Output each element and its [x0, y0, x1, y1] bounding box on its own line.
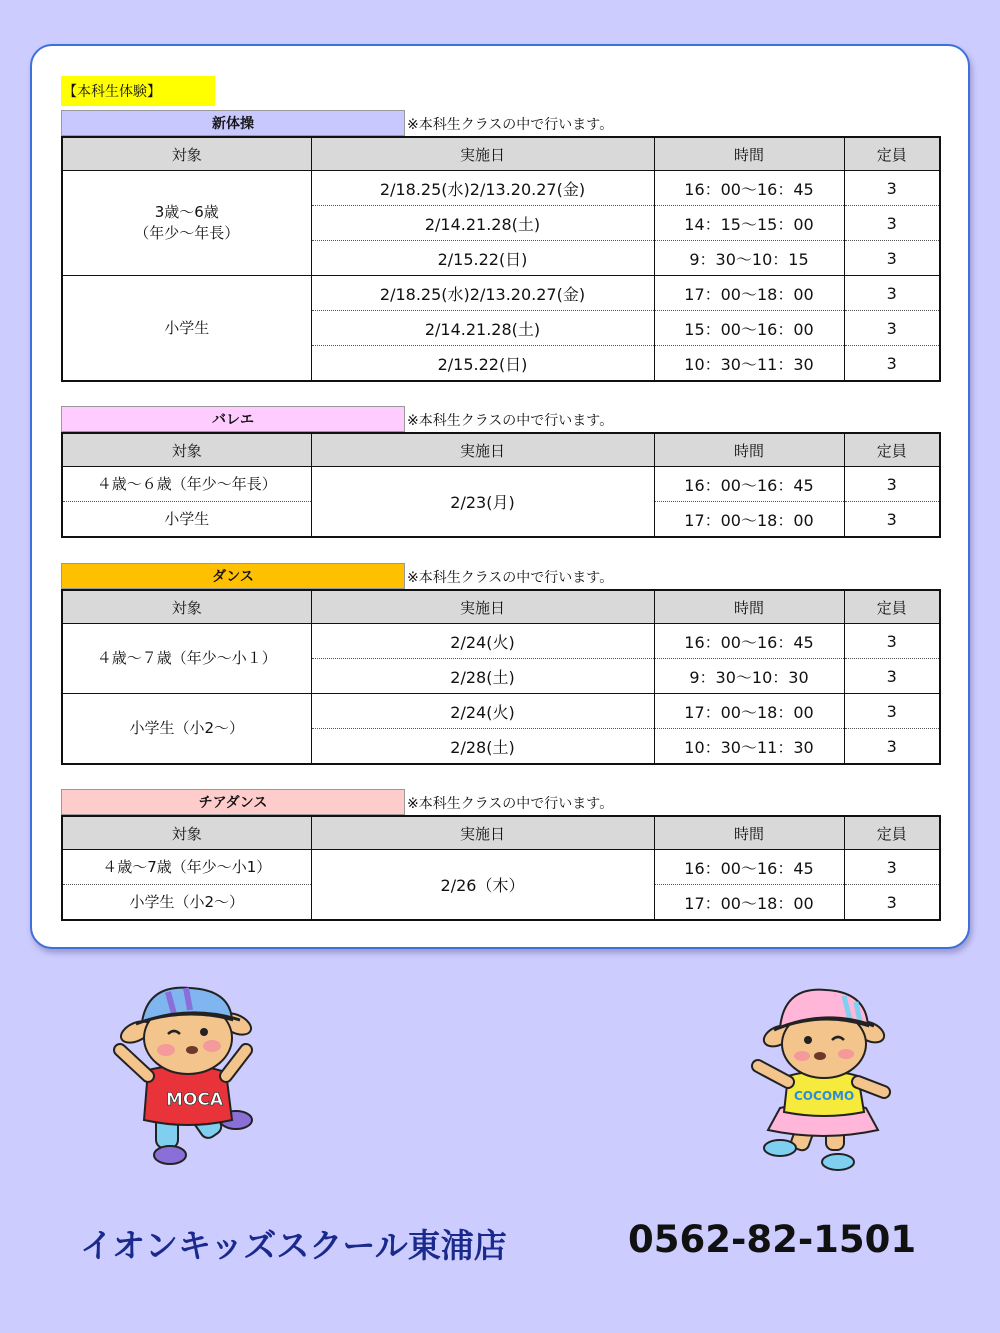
capacity-cell: 3	[844, 206, 940, 241]
time-cell: 17：00～18：00	[654, 694, 844, 729]
section-title: チアダンス	[61, 789, 405, 815]
time-cell: 10：30～11：30	[654, 346, 844, 382]
time-cell: 10：30～11：30	[654, 729, 844, 765]
capacity-cell: 3	[844, 624, 940, 659]
col-target: 対象	[62, 433, 311, 467]
date-cell: 2/28(土)	[311, 659, 654, 694]
table-row	[62, 694, 940, 729]
capacity-cell: 3	[844, 467, 940, 502]
table-row	[62, 276, 940, 311]
target-cell: ４歳～7歳（年少～小1）	[62, 850, 311, 885]
date-cell: 2/18.25(水)2/13.20.27(金)	[311, 171, 654, 206]
section-note: ※本科生クラスの中で行います。	[407, 413, 614, 429]
time-cell: 17：00～18：00	[654, 276, 844, 311]
capacity-cell: 3	[844, 311, 940, 346]
capacity-cell: 3	[844, 694, 940, 729]
target-cell: 小学生（小2～）	[62, 694, 311, 765]
ballet-table	[61, 432, 941, 538]
target-cell: ４歳～６歳（年少～年長）	[62, 467, 311, 502]
capacity-cell: 3	[844, 171, 940, 206]
table-header-row	[62, 433, 940, 467]
phone-number: 0562-82-1501	[628, 1218, 917, 1261]
capacity-cell: 3	[844, 850, 940, 885]
capacity-cell: 3	[844, 346, 940, 382]
time-cell: 16：00～16：45	[654, 624, 844, 659]
cocomo-mascot	[744, 980, 904, 1180]
target-cell: ４歳～７歳（年少～小１）	[62, 624, 311, 694]
col-date: 実施日	[311, 433, 654, 467]
date-cell: 2/24(火)	[311, 624, 654, 659]
capacity-cell: 3	[844, 885, 940, 921]
col-capacity: 定員	[844, 433, 940, 467]
col-target: 対象	[62, 137, 311, 171]
target-cell: 小学生	[62, 276, 311, 382]
capacity-cell: 3	[844, 659, 940, 694]
col-time: 時間	[654, 816, 844, 850]
section-dance	[61, 563, 939, 765]
target-cell: 3歳～6歳 （年少～年長）	[62, 171, 311, 276]
section-cheer-dance	[61, 789, 939, 921]
gymnastics-table	[61, 136, 941, 382]
table-header-row	[62, 816, 940, 850]
target-cell: 小学生	[62, 502, 311, 538]
dance-table	[61, 589, 941, 765]
school-name: イオンキッズスクール東浦店	[80, 1226, 507, 1265]
date-cell: 2/24(火)	[311, 694, 654, 729]
capacity-cell: 3	[844, 276, 940, 311]
time-cell: 15：00～16：00	[654, 311, 844, 346]
capacity-cell: 3	[844, 241, 940, 276]
section-title: ダンス	[61, 563, 405, 589]
section-note: ※本科生クラスの中で行います。	[407, 796, 614, 812]
table-header-row	[62, 590, 940, 624]
time-cell: 16：00～16：45	[654, 850, 844, 885]
date-cell: 2/18.25(水)2/13.20.27(金)	[311, 276, 654, 311]
time-cell: 17：00～18：00	[654, 502, 844, 538]
col-date: 実施日	[311, 137, 654, 171]
col-capacity: 定員	[844, 816, 940, 850]
col-time: 時間	[654, 590, 844, 624]
col-time: 時間	[654, 137, 844, 171]
table-row	[62, 467, 940, 502]
date-cell: 2/14.21.28(土)	[311, 206, 654, 241]
cheer-dance-table	[61, 815, 941, 921]
capacity-cell: 3	[844, 502, 940, 538]
col-capacity: 定員	[844, 590, 940, 624]
section-ballet	[61, 406, 939, 538]
section-gymnastics	[61, 110, 939, 382]
date-cell: 2/14.21.28(土)	[311, 311, 654, 346]
col-target: 対象	[62, 590, 311, 624]
section-note: ※本科生クラスの中で行います。	[407, 570, 614, 586]
table-row	[62, 850, 940, 885]
col-date: 実施日	[311, 590, 654, 624]
cocomo-shirt-text: COCOMO	[794, 1089, 855, 1103]
date-cell: 2/23(月)	[311, 467, 654, 538]
trial-header-label: 【本科生体験】	[61, 76, 215, 106]
table-row	[62, 624, 940, 659]
capacity-cell: 3	[844, 729, 940, 765]
moca-mascot	[108, 980, 268, 1180]
time-cell: 9：30～10：30	[654, 659, 844, 694]
target-cell: 小学生（小2～）	[62, 885, 311, 921]
time-cell: 16：00～16：45	[654, 171, 844, 206]
section-note: ※本科生クラスの中で行います。	[407, 117, 614, 133]
date-cell: 2/26（木）	[311, 850, 654, 921]
table-row	[62, 171, 940, 206]
col-capacity: 定員	[844, 137, 940, 171]
table-header-row	[62, 137, 940, 171]
time-cell: 16：00～16：45	[654, 467, 844, 502]
section-title: バレエ	[61, 406, 405, 432]
time-cell: 14：15～15：00	[654, 206, 844, 241]
section-title: 新体操	[61, 110, 405, 136]
date-cell: 2/15.22(日)	[311, 346, 654, 382]
date-cell: 2/28(土)	[311, 729, 654, 765]
moca-shirt-text: MOCA	[166, 1090, 224, 1110]
col-date: 実施日	[311, 816, 654, 850]
date-cell: 2/15.22(日)	[311, 241, 654, 276]
time-cell: 17：00～18：00	[654, 885, 844, 921]
col-time: 時間	[654, 433, 844, 467]
time-cell: 9：30～10：15	[654, 241, 844, 276]
col-target: 対象	[62, 816, 311, 850]
